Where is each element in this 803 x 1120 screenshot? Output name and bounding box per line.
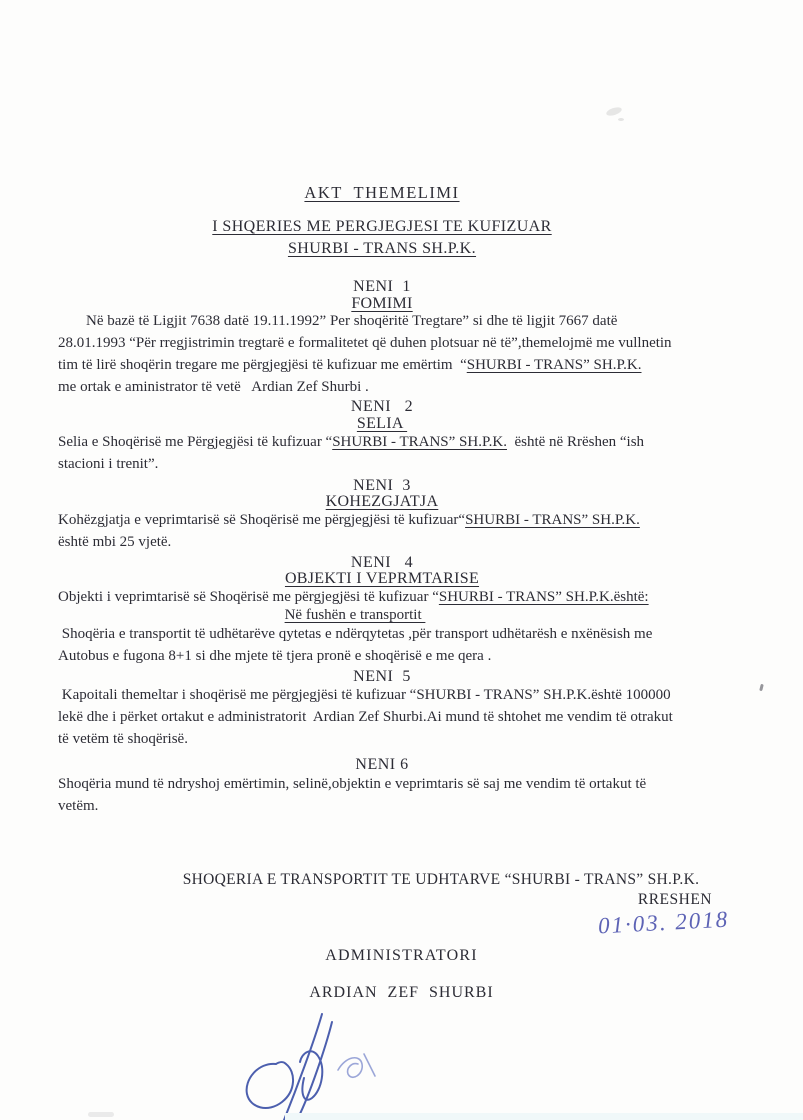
article-1-line-4: me ortak e aministrator të vetë Ardian Zef Shurbi . — [58, 379, 369, 395]
document-subtitle-line2: SHURBI - TRANS SH.P.K. — [287, 240, 477, 257]
document-title: AKT THEMELIMI — [304, 183, 460, 202]
article-6-line-1: Shoqëria mund të ndryshoj emërtimin, selinë,objektin e veprimtaris së saj me vendim të ortakut të — [58, 776, 647, 792]
article-2-line-1-tail: është në Rrëshen “ish — [506, 434, 645, 450]
stray-ink-mark — [759, 684, 764, 692]
article-1-subheading — [0, 295, 764, 313]
article-1-line-3 — [58, 357, 642, 374]
article-5-line-1: Kapoitali themeltar i shoqërisë me përgjegjësi të kufizuar “SHURBI - TRANS” SH.P.K.është 100000 — [58, 687, 671, 703]
signature — [238, 1012, 388, 1120]
article-2-line-2: stacioni i trenit”. — [58, 456, 159, 472]
article-6-heading: NENI 6 — [355, 756, 409, 773]
article-3-subheading — [0, 493, 764, 511]
article-4-line-2 — [0, 607, 710, 624]
company-name-underlined: SHURBI - TRANS” SH.P.K. — [465, 512, 640, 528]
article-5-line-3: të vetëm të shoqërisë. — [58, 731, 188, 747]
article-1-heading: NENI 1 — [353, 278, 411, 295]
article-2-subheading-text: SELIA — [356, 415, 408, 432]
article-2-heading: NENI 2 — [350, 398, 414, 415]
scan-smudge — [605, 106, 622, 118]
scan-smudge — [618, 118, 624, 121]
article-1-line-1: Në bazë të Ligjit 7638 datë 19.11.1992” Per shoqëritë Tregtare” si dhe të ligjit 7667 datë — [86, 313, 618, 329]
company-name-underlined: SHURBI - TRANS” SH.P.K. — [466, 357, 642, 373]
article-4-line-1 — [58, 589, 649, 606]
article-5-heading: NENI 5 — [353, 668, 411, 685]
document-subtitle-line1: I SHQERIES ME PERGJEGJESI TE KUFIZUAR — [212, 218, 552, 235]
article-1-line-3-text: tim të lirë shoqërin tregare me përgjegjësi të kufizuar me emërtim “ — [58, 357, 467, 373]
company-signature-line: SHOQERIA E TRANSPORTIT TE UDHTARVE “SHURBI - TRANS” SH.P.K. — [182, 871, 700, 888]
transport-field-underlined: Në fushën e transportit — [284, 607, 426, 623]
article-2-subheading — [0, 415, 764, 433]
company-name-underlined: SHURBI - TRANS” SH.P.K.është: — [438, 589, 649, 605]
article-2-line-1 — [58, 434, 644, 451]
article-3-subheading-text: KOHEZGJATJA — [325, 493, 439, 510]
article-5-line-2: lekë dhe i përket ortakut e administratorit Ardian Zef Shurbi.Ai mund të shtohet me vendim të otrakut — [58, 709, 673, 725]
article-4-line-4: Autobus e fugona 8+1 si dhe mjete të tjera pronë e shoqërisë e me qera . — [58, 648, 492, 664]
article-3-line-2: është mbi 25 vjetë. — [58, 534, 172, 550]
article-3-line-1 — [58, 512, 640, 529]
article-1-line-2: 28.01.1993 “Për rregjistrimin tregtarë e formalitetet që duhen plotsuar në të”,themelojmë me vullnetin — [58, 335, 672, 351]
company-name-underlined: SHURBI - TRANS” SH.P.K. — [332, 434, 507, 450]
administrator-label: ADMINISTRATORI — [325, 947, 478, 964]
article-6-line-2: vetëm. — [58, 798, 99, 814]
scan-smudge — [88, 1112, 114, 1117]
city-name: RRESHEN — [637, 891, 712, 908]
article-2-line-1-text: Selia e Shoqërisë me Përgjegjësi të kufizuar “ — [58, 434, 333, 450]
scan-edge-tint — [285, 1113, 803, 1120]
article-4-heading: NENI 4 — [350, 554, 414, 571]
handwritten-date: 01·03. 2018 — [597, 906, 730, 939]
article-1-subheading-text: FOMIMI — [351, 295, 413, 312]
article-4-subheading-text: OBJEKTI I VEPRMTARISE — [284, 570, 480, 587]
article-4-subheading — [0, 570, 764, 588]
article-4-line-1-text: Objekti i veprimtarisë së Shoqërisë me përgjegjësi të kufizuar “ — [58, 589, 439, 605]
article-3-heading: NENI 3 — [353, 477, 411, 494]
article-3-line-1-text: Kohëzgjatja e veprimtarisë së Shoqërisë me përgjegjësi të kufizuar“ — [58, 512, 466, 528]
administrator-name: ARDIAN ZEF SHURBI — [309, 984, 494, 1001]
article-4-line-3: Shoqëria e transportit të udhëtarëve qytetas e ndërqytetas ,për transport udhëtarësh e nxënësish me — [58, 626, 653, 642]
